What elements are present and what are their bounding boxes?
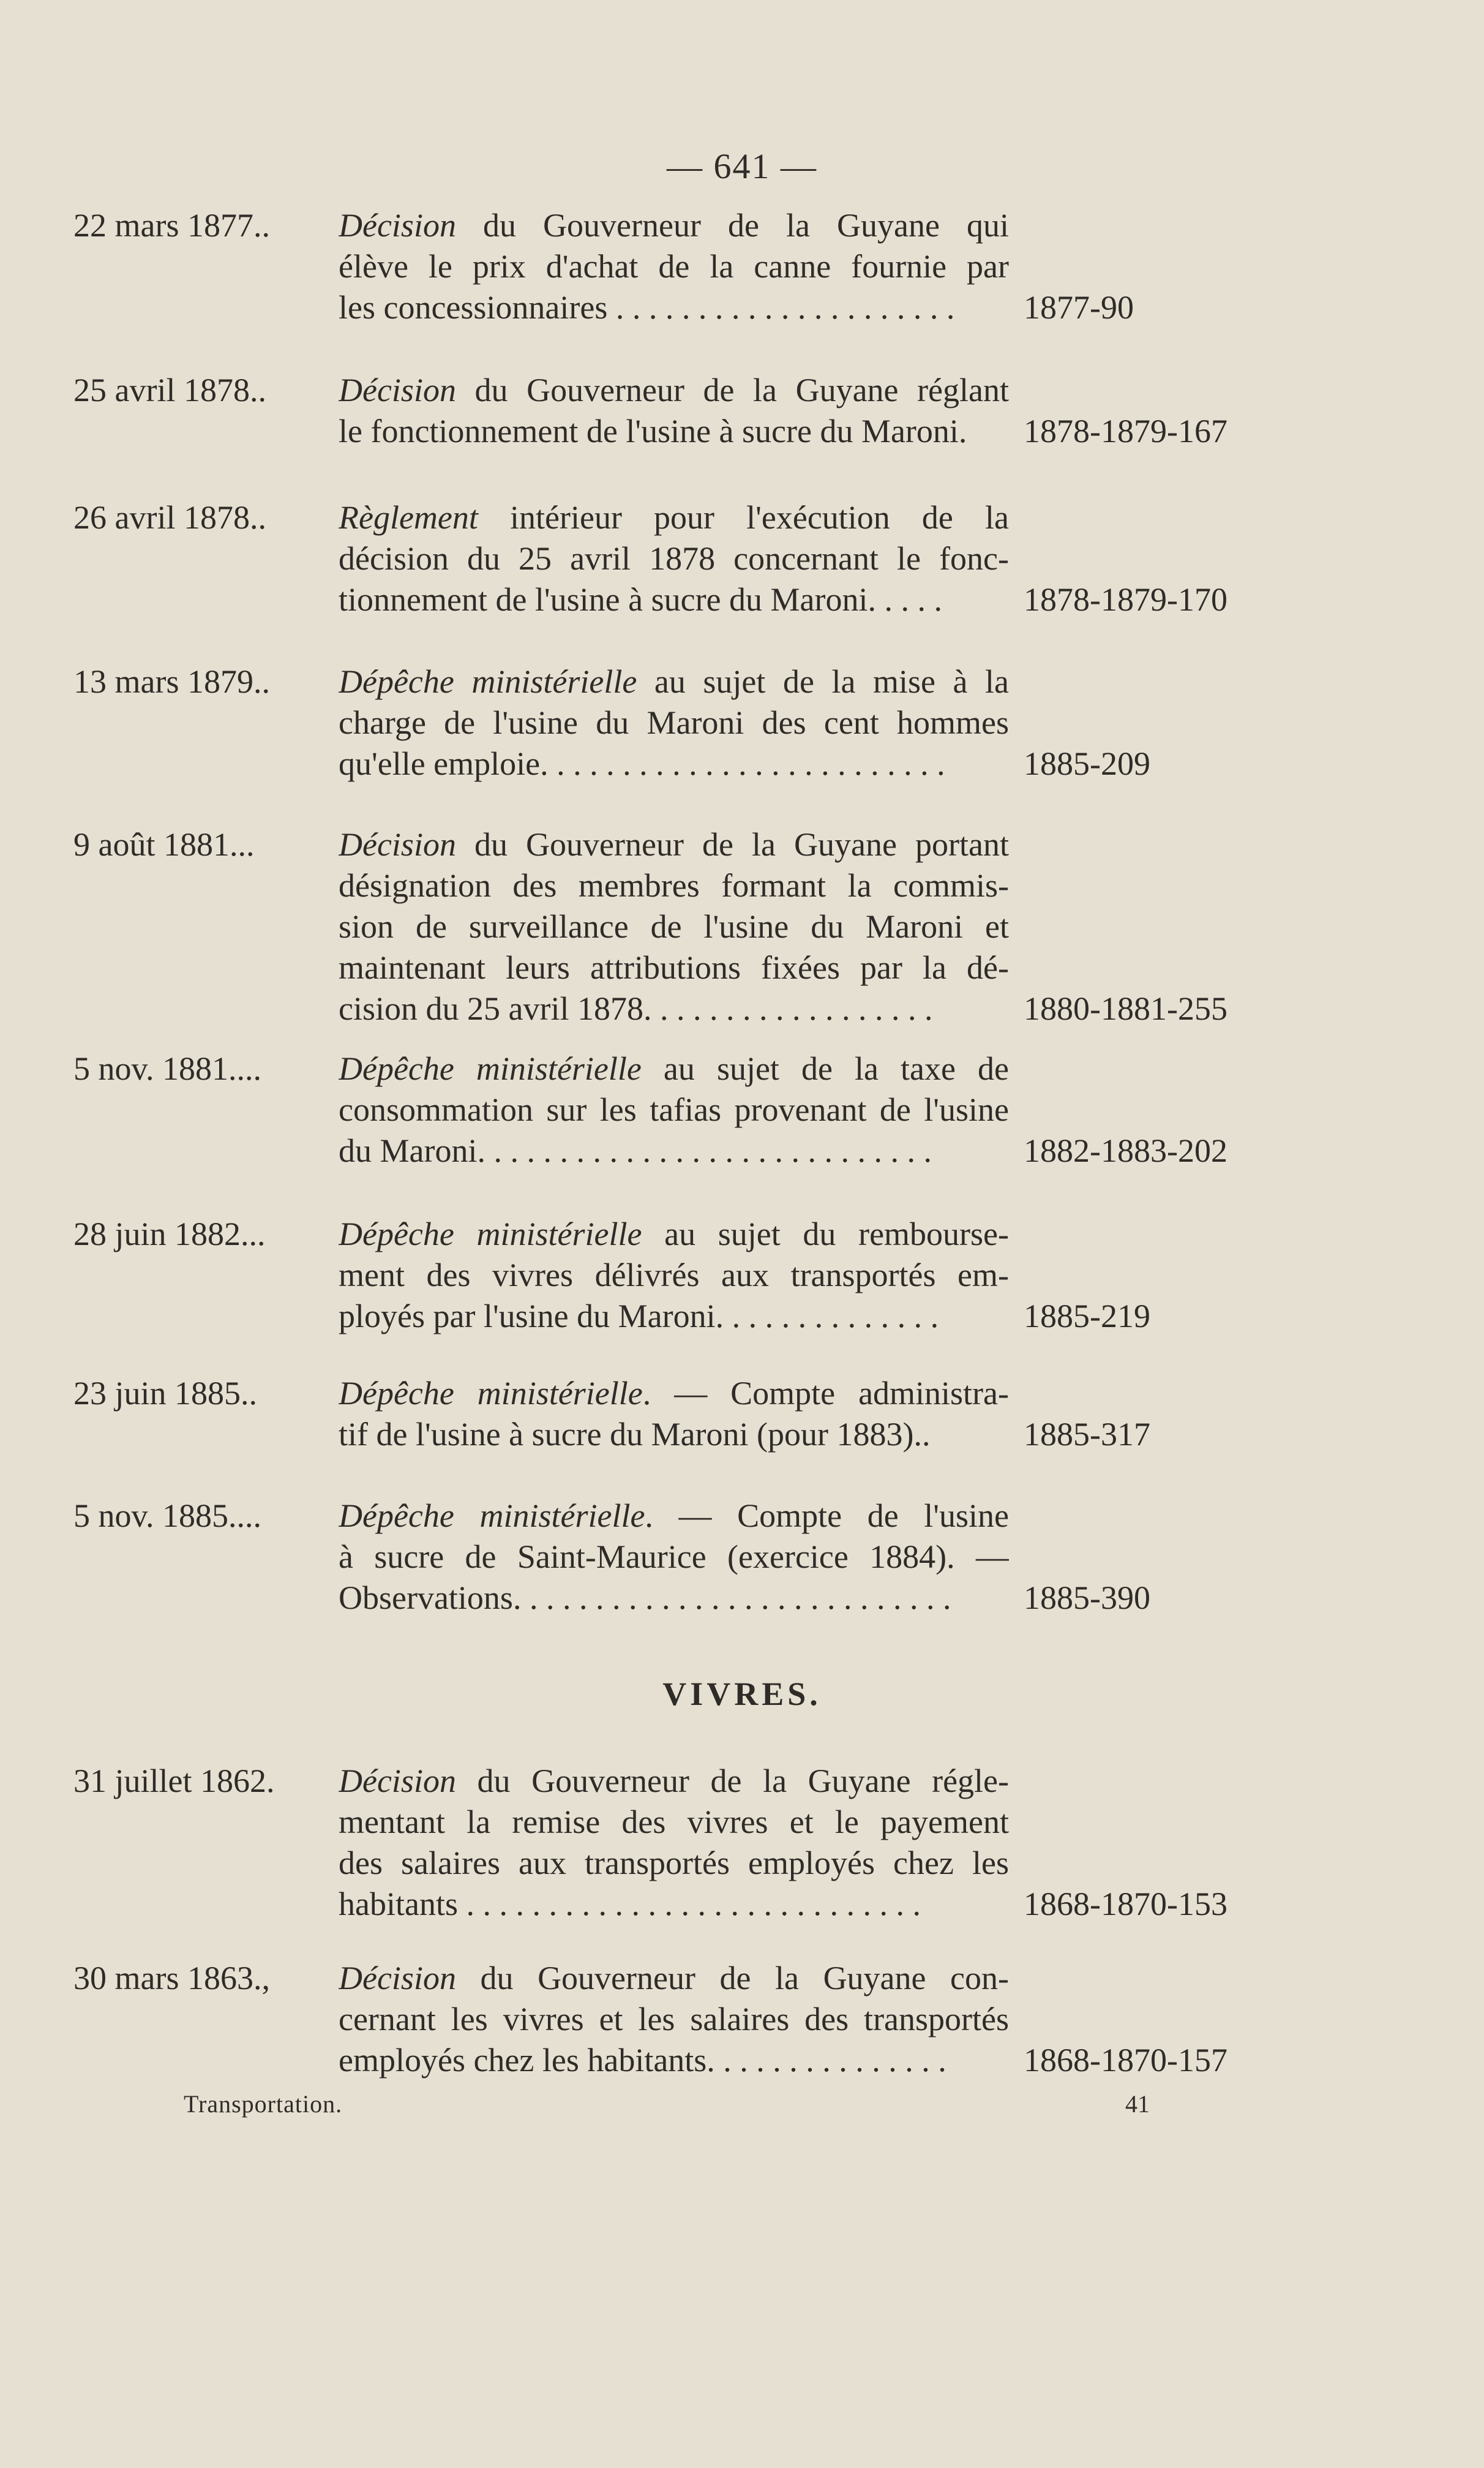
entry-line: désignation des membres formant la commis- <box>339 867 1009 904</box>
entry-line: sion de surveillance de l'usine du Maroni et <box>339 908 1009 945</box>
entry-line: qu'elle emploie. . . . . . . . . . . . . . . . . . . . . . . . . <box>339 745 945 782</box>
entry-reference: 1885-317 <box>1024 1416 1150 1453</box>
document-type-label: Décision <box>339 826 456 863</box>
entry-date: 9 août 1881... <box>73 826 255 863</box>
document-type-label: Dépêche ministérielle <box>339 1050 642 1087</box>
entry-line: Décision du Gouverneur de la Guyane régle- <box>339 1763 1009 1799</box>
entry-description <box>339 1495 1009 1619</box>
entry-line: Décision du Gouverneur de la Guyane portant <box>339 826 1009 863</box>
entry-line: ployés par l'usine du Maroni. . . . . . . . . . . . . . <box>339 1298 939 1334</box>
entry-description <box>339 370 1009 452</box>
entry-reference: 1885-219 <box>1024 1298 1150 1334</box>
entry-line: Dépêche ministérielle au sujet de la mise à la <box>339 663 1009 700</box>
entry-date: 28 juin 1882... <box>73 1216 266 1252</box>
entry-line: des salaires aux transportés employés chez les <box>339 1845 1009 1881</box>
document-type-label: Règlement <box>339 499 478 536</box>
entry-reference: 1877-90 <box>1024 289 1134 326</box>
entry-reference: 1868-1870-157 <box>1024 2042 1227 2079</box>
entry-line: du Maroni. . . . . . . . . . . . . . . . . . . . . . . . . . . . <box>339 1132 932 1169</box>
entry-reference: 1885-209 <box>1024 745 1150 782</box>
entry-line: élève le prix d'achat de la canne fournie par <box>339 248 1009 285</box>
entry-line: consommation sur les tafias provenant de l'usine <box>339 1091 1009 1128</box>
entry-reference: 1882-1883-202 <box>1024 1132 1227 1169</box>
entry-line: cision du 25 avril 1878. . . . . . . . . . . . . . . . . . <box>339 990 933 1027</box>
document-type-label: Dépêche ministérielle <box>339 1375 643 1412</box>
entry-line: Décision du Gouverneur de la Guyane réglant <box>339 372 1009 408</box>
entry-line: mentant la remise des vivres et le payement <box>339 1804 1009 1840</box>
entry-line: à sucre de Saint-Maurice (exercice 1884). — <box>339 1538 1009 1575</box>
entry-reference: 1878-1879-167 <box>1024 413 1227 450</box>
document-type-label: Dépêche ministérielle <box>339 1497 645 1534</box>
entry-description <box>339 1958 1009 2081</box>
entry-line: maintenant leurs attributions fixées par la dé- <box>339 949 1009 986</box>
entry-line: Dépêche ministérielle au sujet du rembourse- <box>339 1216 1009 1252</box>
document-type-label: Dépêche ministérielle <box>339 1216 642 1252</box>
entry-line: le fonctionnement de l'usine à sucre du Maroni. <box>339 413 967 450</box>
entry-reference: 1868-1870-153 <box>1024 1886 1227 1922</box>
entry-date: 5 nov. 1885.... <box>73 1497 261 1534</box>
entry-date: 31 juillet 1862. <box>73 1763 275 1799</box>
entry-line: tif de l'usine à sucre du Maroni (pour 1883).. <box>339 1416 931 1453</box>
entry-description <box>339 824 1009 1029</box>
entry-description <box>339 661 1009 784</box>
entry-line: décision du 25 avril 1878 concernant le fonc- <box>339 540 1009 577</box>
entry-date: 30 mars 1863., <box>73 1960 270 1996</box>
entry-description <box>339 1214 1009 1337</box>
entry-date: 13 mars 1879.. <box>73 663 270 700</box>
document-type-label: Décision <box>339 1763 456 1799</box>
entry-description <box>339 1761 1009 1925</box>
document-type-label: Décision <box>339 372 456 408</box>
entry-line: tionnement de l'usine à sucre du Maroni. . . . . <box>339 581 943 618</box>
entry-line: les concessionnaires . . . . . . . . . . . . . . . . . . . . . <box>339 289 955 326</box>
entry-date: 22 mars 1877.. <box>73 207 270 244</box>
document-type-label: Décision <box>339 207 456 244</box>
document-type-label: Dépêche ministérielle <box>339 663 637 700</box>
page-number: — 641 — <box>667 146 817 186</box>
entry-line: employés chez les habitants. . . . . . . . . . . . . . . <box>339 2042 946 2079</box>
footer-signature-mark: 41 <box>1125 2090 1150 2118</box>
entry-line: Décision du Gouverneur de la Guyane qui <box>339 207 1009 244</box>
entry-line: cernant les vivres et les salaires des transportés <box>339 2001 1009 2037</box>
entry-reference: 1885-390 <box>1024 1579 1150 1616</box>
entry-line: Dépêche ministérielle au sujet de la taxe de <box>339 1050 1009 1087</box>
entry-line: Décision du Gouverneur de la Guyane con- <box>339 1960 1009 1996</box>
entry-line: Observations. . . . . . . . . . . . . . . . . . . . . . . . . . . <box>339 1579 951 1616</box>
section-title: VIVRES. <box>662 1676 822 1712</box>
entry-description <box>339 1373 1009 1455</box>
entry-date: 25 avril 1878.. <box>73 372 266 408</box>
entry-description <box>339 1048 1009 1172</box>
entry-description <box>339 205 1009 328</box>
entry-reference: 1878-1879-170 <box>1024 581 1227 618</box>
entry-line: Règlement intérieur pour l'exécution de la <box>339 499 1009 536</box>
entry-line: Dépêche ministérielle. — Compte administra- <box>339 1375 1009 1412</box>
entry-line: habitants . . . . . . . . . . . . . . . . . . . . . . . . . . . . <box>339 1886 921 1922</box>
footer-running-title: Transportation. <box>184 2090 343 2118</box>
entry-date: 26 avril 1878.. <box>73 499 266 536</box>
entry-description <box>339 497 1009 620</box>
entry-line: charge de l'usine du Maroni des cent hommes <box>339 704 1009 741</box>
entry-line: Dépêche ministérielle. — Compte de l'usine <box>339 1497 1009 1534</box>
entry-date: 23 juin 1885.. <box>73 1375 258 1412</box>
entry-line: ment des vivres délivrés aux transportés em- <box>339 1257 1009 1293</box>
entry-date: 5 nov. 1881.... <box>73 1050 261 1087</box>
entry-reference: 1880-1881-255 <box>1024 990 1227 1027</box>
document-type-label: Décision <box>339 1960 456 1996</box>
